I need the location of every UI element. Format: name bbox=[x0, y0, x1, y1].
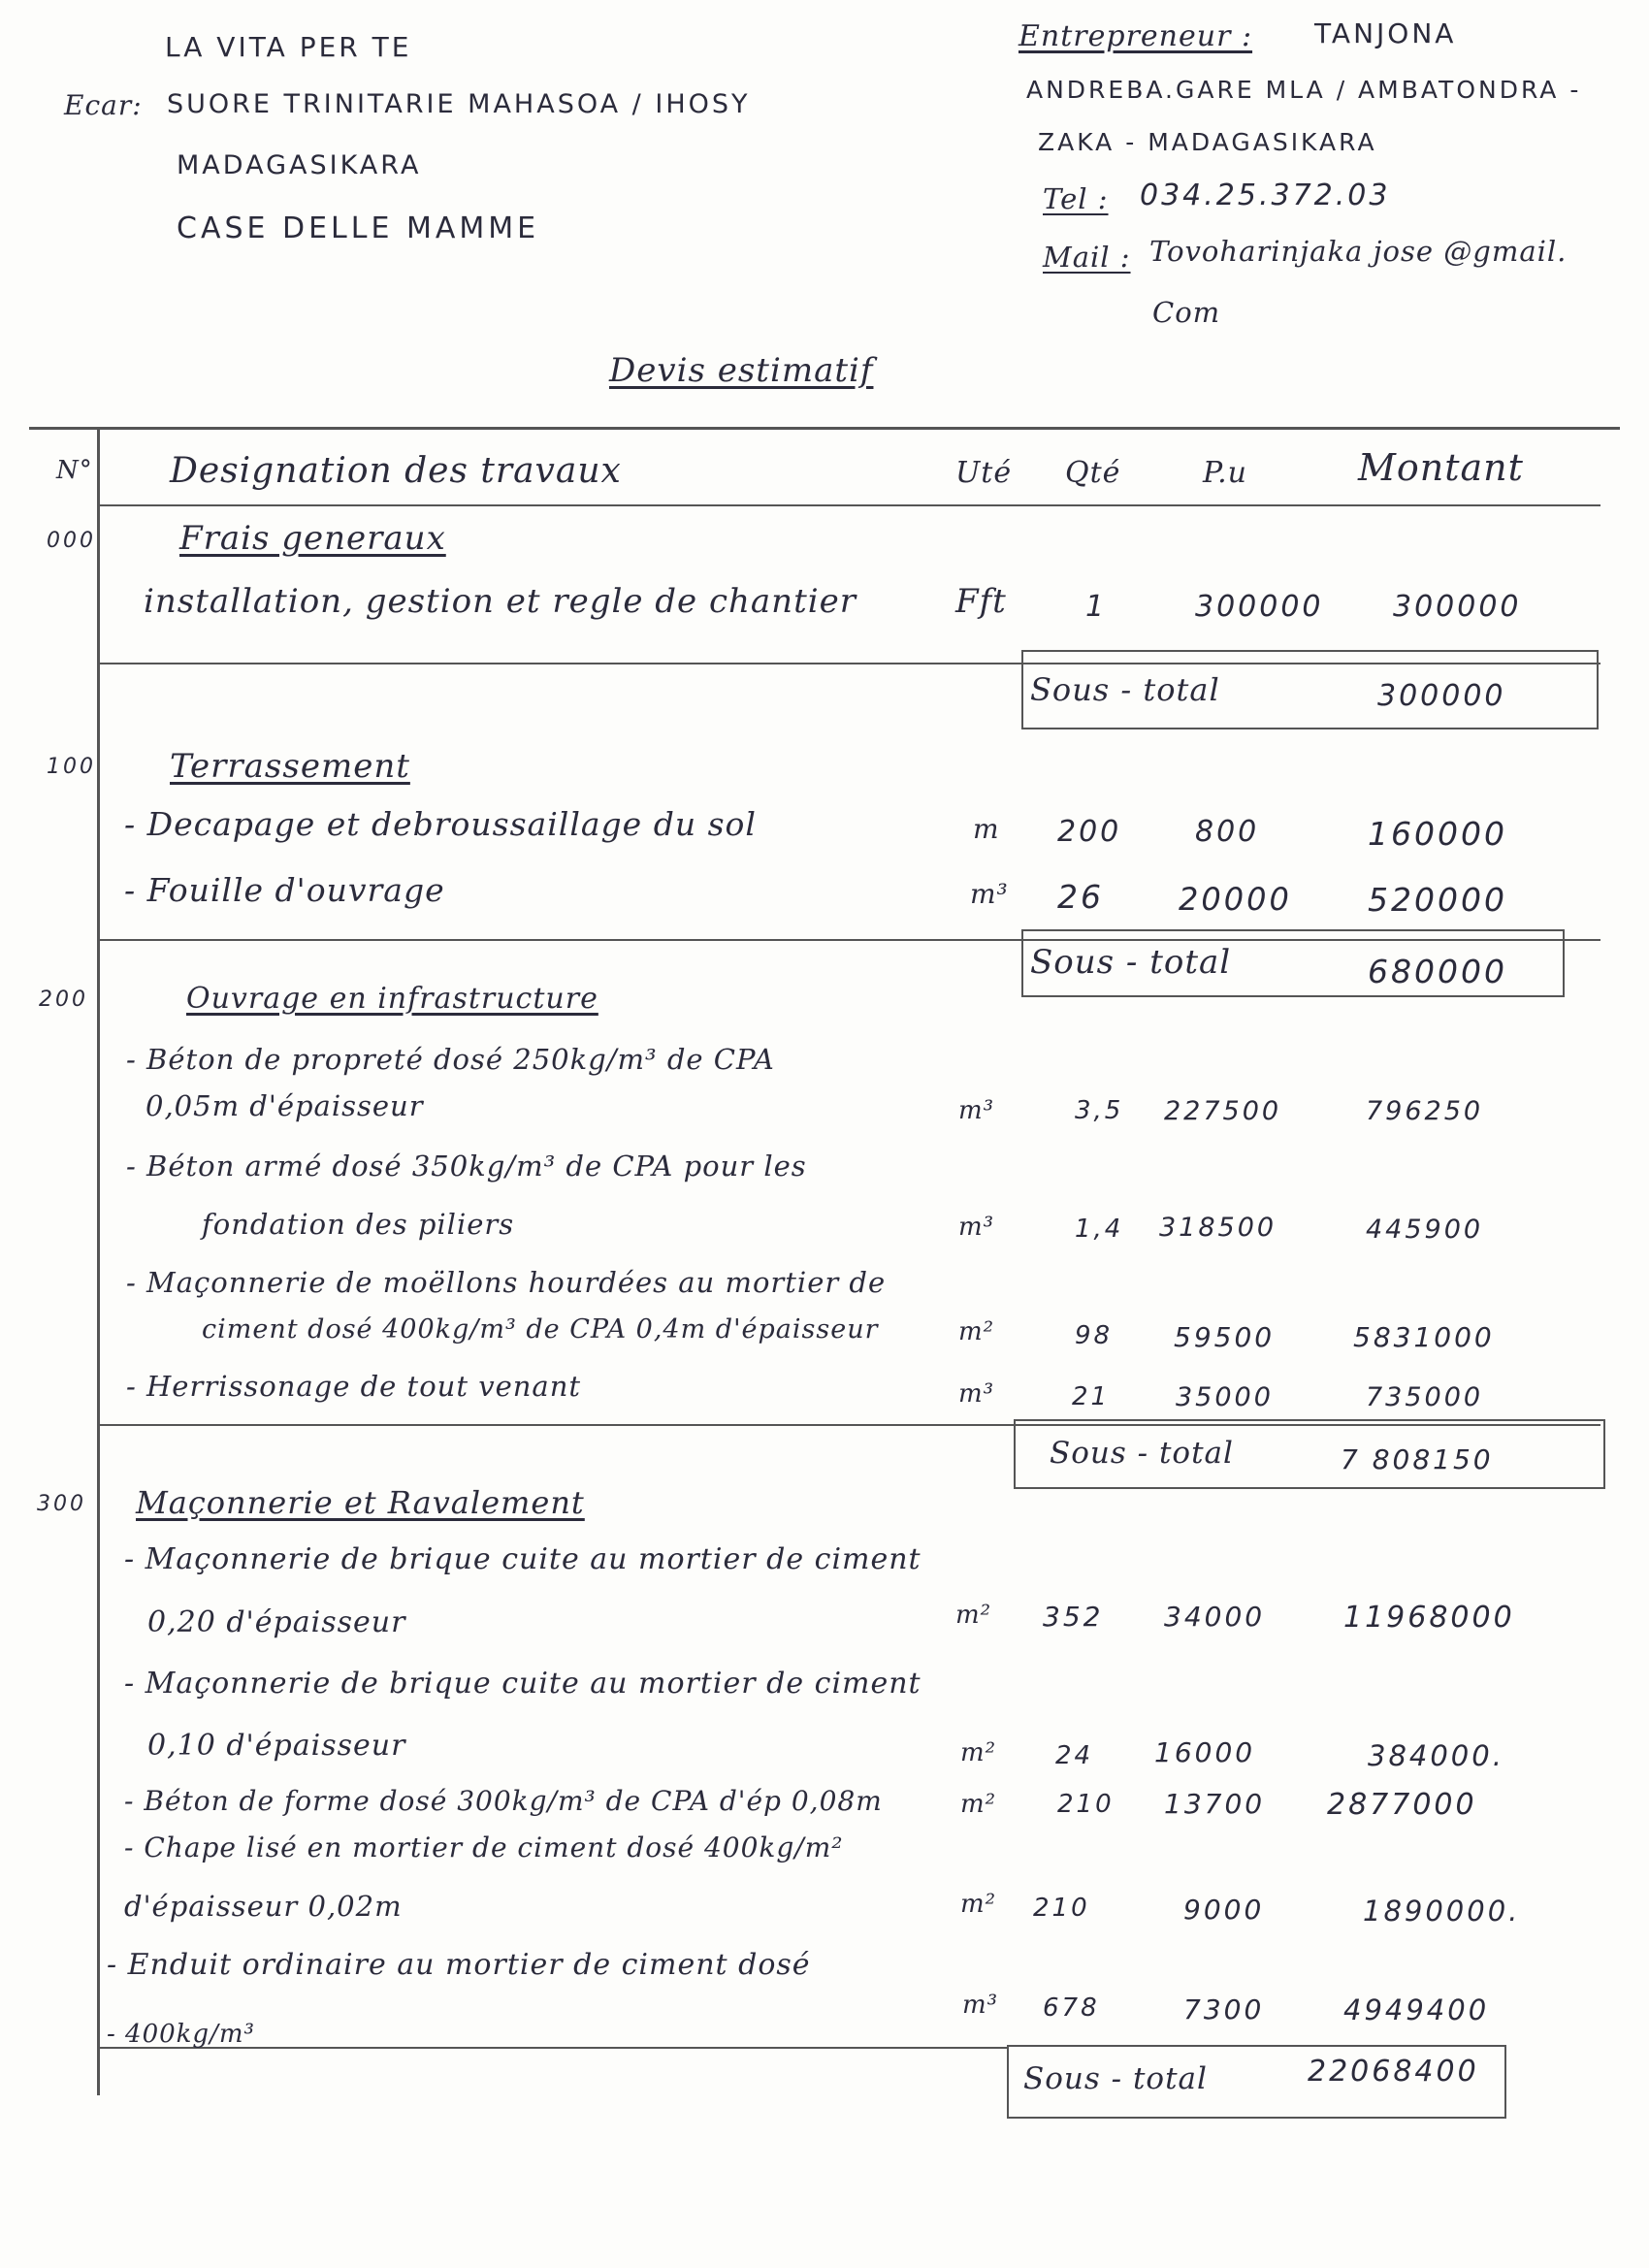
header-number: N° bbox=[56, 456, 93, 485]
row-200-4-desc: - Herrissonage de tout venant bbox=[126, 1370, 582, 1403]
row-300-4-qty: 210 bbox=[1033, 1894, 1090, 1923]
row-200-4-qty: 21 bbox=[1072, 1382, 1111, 1411]
row-200-1-desc-1: - Béton de propreté dosé 250kg/m³ de CPA bbox=[126, 1043, 775, 1076]
row-000-1-qty: 1 bbox=[1084, 590, 1108, 624]
row-100-1-pu: 800 bbox=[1195, 815, 1260, 849]
row-300-1-unit: m² bbox=[955, 1601, 992, 1630]
row-300-5-pu: 7300 bbox=[1183, 1993, 1265, 2025]
subtotal-value-100: 680000 bbox=[1368, 953, 1507, 990]
mail-value-1: Tovoharinjaka jose @gmail. bbox=[1149, 235, 1568, 268]
row-200-3-desc-1: - Maçonnerie de moëllons hourdées au mortier de bbox=[126, 1266, 887, 1299]
row-300-3-qty: 210 bbox=[1057, 1790, 1115, 1819]
row-100-2-qty: 26 bbox=[1057, 878, 1104, 916]
header-unit-price: P.u bbox=[1203, 456, 1247, 490]
row-100-1-desc: - Decapage et debroussaillage du sol bbox=[124, 805, 757, 843]
address-line-2: ZAKA - MADAGASIKARA bbox=[1038, 128, 1377, 156]
tel-label: Tel : bbox=[1043, 182, 1109, 215]
row-300-4-desc-2: d'épaisseur 0,02m bbox=[124, 1890, 403, 1923]
row-300-3-unit: m² bbox=[960, 1790, 997, 1819]
header-designation: Designation des travaux bbox=[170, 451, 622, 491]
header-unit: Uté bbox=[955, 456, 1013, 490]
row-200-4-unit: m³ bbox=[958, 1379, 995, 1409]
row-300-4-amount: 1890000. bbox=[1363, 1895, 1521, 1928]
document-title: Devis estimatif bbox=[609, 351, 874, 390]
section-code-100: 100 bbox=[47, 755, 96, 779]
ecar-label: Ecar: bbox=[64, 89, 143, 121]
row-300-5-qty: 678 bbox=[1043, 1993, 1100, 2023]
row-300-5-desc-1: - Enduit ordinaire au mortier de ciment dosé bbox=[107, 1948, 811, 1982]
row-100-2-unit: m³ bbox=[970, 878, 1009, 910]
row-200-2-amount: 445900 bbox=[1366, 1215, 1484, 1245]
row-100-2-amount: 520000 bbox=[1368, 881, 1507, 919]
subtotal-label-000: Sous - total bbox=[1030, 671, 1220, 708]
row-300-2-qty: 24 bbox=[1055, 1741, 1094, 1770]
subtotal-label-100: Sous - total bbox=[1030, 943, 1232, 982]
section-title-100: Terrassement bbox=[170, 747, 410, 786]
row-200-1-desc-2: 0,05m d'épaisseur bbox=[146, 1089, 424, 1122]
row-200-4-pu: 35000 bbox=[1176, 1382, 1274, 1412]
row-300-3-pu: 13700 bbox=[1164, 1788, 1266, 1820]
row-200-1-unit: m³ bbox=[958, 1096, 995, 1125]
row-300-5-desc-2: - 400kg/m³ bbox=[107, 2020, 255, 2049]
project-name: CASE DELLE MAMME bbox=[177, 211, 540, 245]
row-200-3-qty: 98 bbox=[1075, 1321, 1114, 1350]
row-300-4-desc-1: - Chape lisé en mortier de ciment dosé 400kg/m² bbox=[124, 1831, 844, 1863]
section-title-200: Ouvrage en infrastructure bbox=[186, 982, 598, 1016]
row-000-1-unit: Fft bbox=[955, 582, 1007, 621]
subtotal-value-000: 300000 bbox=[1377, 679, 1506, 713]
row-300-3-desc: - Béton de forme dosé 300kg/m³ de CPA d'ép 0,08m bbox=[124, 1785, 883, 1817]
row-200-2-desc-1: - Béton armé dosé 350kg/m³ de CPA pour les bbox=[126, 1150, 807, 1183]
subtotal-label-200: Sous - total bbox=[1050, 1436, 1234, 1471]
org-name: LA VITA PER TE bbox=[165, 31, 412, 63]
row-200-1-amount: 796250 bbox=[1366, 1096, 1484, 1126]
org-sisters: SUORE TRINITARIE MAHASOA / IHOSY bbox=[167, 89, 751, 119]
row-100-2-desc: - Fouille d'ouvrage bbox=[124, 871, 445, 909]
row-200-3-pu: 59500 bbox=[1174, 1321, 1276, 1353]
table-top-line bbox=[29, 427, 1620, 430]
entrepreneur-name: TANJONA bbox=[1314, 17, 1457, 49]
row-000-1-pu: 300000 bbox=[1195, 590, 1324, 624]
row-200-3-unit: m² bbox=[958, 1317, 995, 1346]
row-000-1-amount: 300000 bbox=[1393, 590, 1522, 624]
row-200-2-desc-2: fondation des piliers bbox=[202, 1208, 515, 1241]
row-000-1-desc: installation, gestion et regle de chantier bbox=[144, 582, 857, 621]
row-100-2-pu: 20000 bbox=[1179, 881, 1292, 918]
section-code-000: 000 bbox=[47, 529, 96, 553]
header-quantity: Qté bbox=[1065, 456, 1121, 490]
row-100-1-qty: 200 bbox=[1057, 815, 1122, 849]
row-200-2-pu: 318500 bbox=[1159, 1213, 1277, 1243]
section-code-300: 300 bbox=[37, 1492, 86, 1516]
section-title-300: Maçonnerie et Ravalement bbox=[136, 1484, 585, 1521]
row-300-1-amount: 11968000 bbox=[1343, 1601, 1515, 1635]
header-amount: Montant bbox=[1358, 446, 1524, 489]
section-title-000: Frais generaux bbox=[179, 519, 446, 558]
row-100-1-amount: 160000 bbox=[1368, 815, 1507, 853]
row-300-1-qty: 352 bbox=[1043, 1601, 1104, 1633]
row-200-4-amount: 735000 bbox=[1366, 1382, 1484, 1412]
header-bottom-line bbox=[97, 504, 1600, 506]
row-300-2-desc-1: - Maçonnerie de brique cuite au mortier de ciment bbox=[124, 1667, 922, 1701]
address-line-1: ANDREBA.GARE MLA / AMBATONDRA - bbox=[1026, 76, 1582, 104]
number-column-divider bbox=[97, 427, 100, 2095]
row-300-4-unit: m² bbox=[960, 1890, 997, 1919]
mail-value-2: Com bbox=[1152, 296, 1221, 329]
row-300-2-desc-2: 0,10 d'épaisseur bbox=[147, 1729, 406, 1763]
row-300-1-pu: 34000 bbox=[1164, 1601, 1266, 1633]
row-300-2-amount: 384000. bbox=[1368, 1739, 1504, 1772]
subtotal-label-300: Sous - total bbox=[1023, 2061, 1208, 2096]
row-300-3-amount: 2877000 bbox=[1327, 1788, 1477, 1822]
row-100-1-unit: m bbox=[973, 813, 1000, 845]
row-200-1-qty: 3,5 bbox=[1075, 1096, 1124, 1125]
mail-label: Mail : bbox=[1043, 241, 1131, 274]
row-200-1-pu: 227500 bbox=[1164, 1096, 1282, 1126]
row-200-2-unit: m³ bbox=[958, 1213, 995, 1242]
section-code-200: 200 bbox=[39, 988, 88, 1012]
row-200-3-amount: 5831000 bbox=[1353, 1321, 1495, 1353]
row-300-4-pu: 9000 bbox=[1183, 1894, 1265, 1926]
row-200-3-desc-2: ciment dosé 400kg/m³ de CPA 0,4m d'épaisseur bbox=[202, 1314, 879, 1345]
row-300-2-unit: m² bbox=[960, 1738, 997, 1767]
org-country: MADAGASIKARA bbox=[177, 150, 422, 180]
entrepreneur-label: Entrepreneur : bbox=[1018, 19, 1253, 53]
subtotal-value-200: 7 808150 bbox=[1341, 1443, 1494, 1475]
row-300-1-desc-2: 0,20 d'épaisseur bbox=[147, 1605, 406, 1639]
subtotal-value-300: 22068400 bbox=[1308, 2055, 1479, 2089]
row-300-2-pu: 16000 bbox=[1154, 1736, 1256, 1768]
row-300-5-amount: 4949400 bbox=[1343, 1993, 1490, 2026]
row-300-5-unit: m³ bbox=[962, 1991, 999, 2020]
row-300-1-desc-1: - Maçonnerie de brique cuite au mortier de ciment bbox=[124, 1542, 922, 1576]
row-200-2-qty: 1,4 bbox=[1075, 1215, 1124, 1244]
tel-value: 034.25.372.03 bbox=[1140, 178, 1391, 212]
